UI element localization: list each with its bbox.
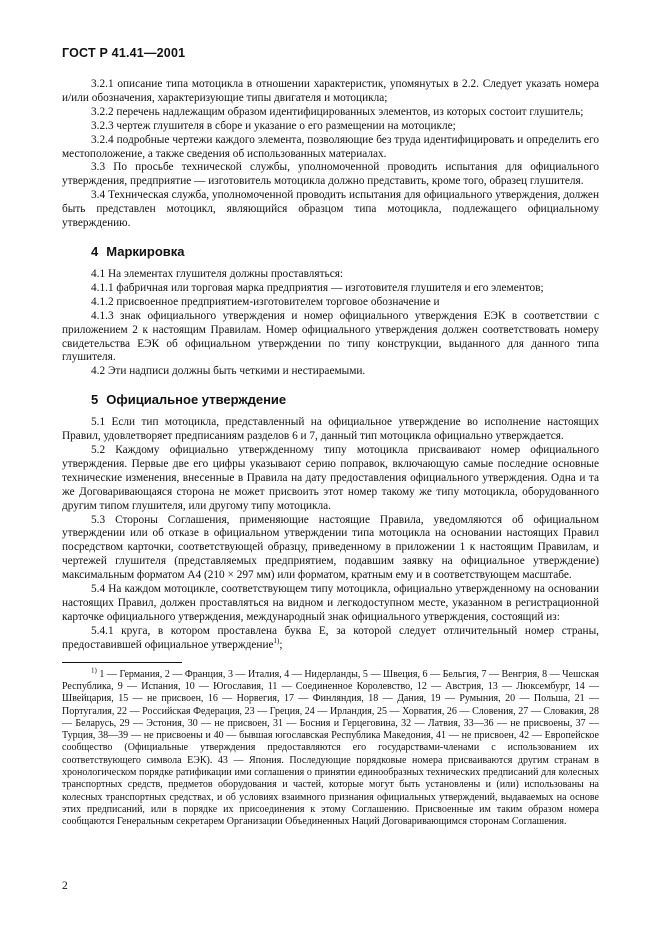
section-5-heading [62, 392, 599, 408]
paragraph-4-1-1: 4.1.1 фабричная или торговая марка предприятия — изготовителя глушителя и его элементов; [91, 281, 544, 294]
footnote [62, 666, 599, 829]
section-4-number: 4 [91, 243, 99, 259]
document-header: ГОСТ Р 41.41—2001 [62, 46, 186, 60]
paragraph-4-2: 4.2 Эти надписи должны быть четкими и нестираемыми. [91, 365, 366, 378]
footnote-reference[interactable]: 1) [273, 636, 280, 645]
paragraph-5-4: 5.4 На каждом мотоцикле, соответствующем типу мотоцикла, официально утвержденному на основании настоящих Правил, должен проставляться на видном и легкодоступном месте, указанном в регистрационной карточке официального утверждения, международный знак официального утверждения, состоящий из: [62, 583, 599, 623]
section-5-number: 5 [91, 392, 99, 408]
paragraph-4-1-2: 4.1.2 присвоенное предприятием-изготовителем торговое обозначение и [91, 295, 440, 308]
section-5-title: Официальное утверждение [106, 392, 287, 408]
paragraph-5-4-1-text: 5.4.1 круга, в котором проставлена буква Е, за которой следует отличительный номер страны, предоставившей официальное утверждение [62, 624, 599, 651]
paragraph-3-2-2: 3.2.2 перечень надлежащим образом идентифицированных элементов, из которых состоит глушитель; [91, 105, 584, 118]
page-number: 2 [62, 880, 68, 892]
paragraph-3-2-3: 3.2.3 чертеж глушителя в сборе и указание о его размещении на мотоцикле; [91, 119, 456, 132]
paragraph-3-4: 3.4 Техническая служба, уполномоченной проводить испытания для официального утверждения, должен быть представлен мотоцикл, являющийся образцом типа мотоцикла, подлежащего официальному утверждению. [62, 189, 599, 230]
section-4-title: Маркировка [106, 243, 185, 259]
paragraph-5-3: 5.3 Стороны Соглашения, применяющие настоящие Правила, уведомляются об официальном утверждении или об отказе в официальном утверждении типа мотоцикла на основании настоящих Правил посредством карточки, соответствующей образцу, приведенному в приложении 1 к настоящим Правилам, и чертежей глушителя (представляемых предприятием, подавшим заявку на официальное утверждение) максимальным форматом А4 (210 × 297 мм) или форматом, кратным ему и в соответствующем масштабе. [62, 513, 599, 582]
section-4-heading [62, 244, 599, 260]
footnote-text: 1 — Германия, 2 — Франция, 3 — Италия, 4 — Нидерланды, 5 — Швеция, 6 — Бельгия, 7 — Венгрия, 8 — Чешская Республика, 9 — Испания, 10 — Югославия, 11 — Соединенное Королевство, 12 — Австрия, 13 — Люксембург, 14 — Швейцария, 15 — не присвоен, 16 — Норвегия, 17 — Финляндия, 18 — Дания, 19 — Румыния, 20 — Польша, 21 — Португалия, 22 — Российская Федерация, 23 — Греция, 24 — Ирландия, 25 — Хорватия, 26 — Словения, 27 — Словакия, 28 — Беларусь, 29 — Эстония, 30 — не присвоен, 31 — Босния и Герцеговина, 32 — Латвия, 33—36 — не присвоены, 37 — Турция, 38—39 — не присвоены и 40 — бывшая югославская Республика Македония, 41 — не присвоен, 42 — Европейское сообщество (Официальные утверждения предоставляются его государствами-членами с использованием их соответствующего символа ЕЭК). 43 — Япония. Последующие порядковые номера присваиваются другим странам в хронологическом порядке ратификации ими соглашения о принятии единообразных технических предписаний для колесных транспортных средств, предметов оборудования и частей, которые могут быть установлены и (или) использованы на колесных транспортных средствах, и об условиях взаимного признания официальных утверждений, выдаваемых на основе этих предписаний, или в порядке их присоединения к этому Соглашению. Присвоенные им таким образом номера сообщаются Генеральным секретарем Организации Объединенных Наций Договаривающимся сторонам Соглашения. [62, 668, 599, 828]
footnote-marker: 1) [91, 666, 97, 675]
footnote-separator-area [62, 662, 599, 663]
paragraph-5-1: 5.1 Если тип мотоцикла, представленный на официальное утверждение во исполнение настоящих Правил, удовлетворяет предписаниям разделов 6 и 7, данный тип мотоцикла официально утверждается. [62, 416, 599, 443]
paragraph-5-4-1-end: ; [279, 638, 283, 651]
paragraph-4-1-3: 4.1.3 знак официального утверждения и номер официального утверждения ЕЭК в соответствии с приложением 2 к настоящим Правилам. Номер официального утверждения должен соответствовать номеру свидетельства ЕЭК об официальном утверждении по типу конструкции, выданного для данного типа глушителя. [62, 309, 599, 364]
paragraph-3-3: 3.3 По просьбе технической службы, уполномоченной проводить испытания для официального утверждения, предприятие — изготовитель мотоцикла должно представить, кроме того, образец глушителя. [62, 161, 599, 188]
paragraph-4-1: 4.1 На элементах глушителя должны проставляться: [91, 267, 344, 280]
paragraph-3-2-1: 3.2.1 описание типа мотоцикла в отношении характеристик, упомянутых в 2.2. Следует указать номера и/или обозначения, характеризующие типы двигателя и мотоцикла; [62, 78, 599, 104]
document-body [62, 78, 599, 828]
paragraph-5-4-1 [62, 625, 599, 653]
footnote-rule [62, 662, 182, 663]
paragraph-5-2: 5.2 Каждому официально утвержденному типу мотоцикла присваивают номер официального утверждения. Первые две его цифры указывают серию поправок, включающую самые последние основные технические изменения, внесенные в Правила на дату предоставления официального утверждения. Одна и та же Договаривающаяся сторона не может присвоить этот номер такому же типу мотоцикла, оборудованного другим типом глушителя, или другому типу мотоцикла. [62, 444, 599, 512]
paragraph-3-2-4: 3.2.4 подробные чертежи каждого элемента, позволяющие без труда идентифицировать и определить его местоположение, а также сведения об использованных материалах. [62, 133, 599, 160]
